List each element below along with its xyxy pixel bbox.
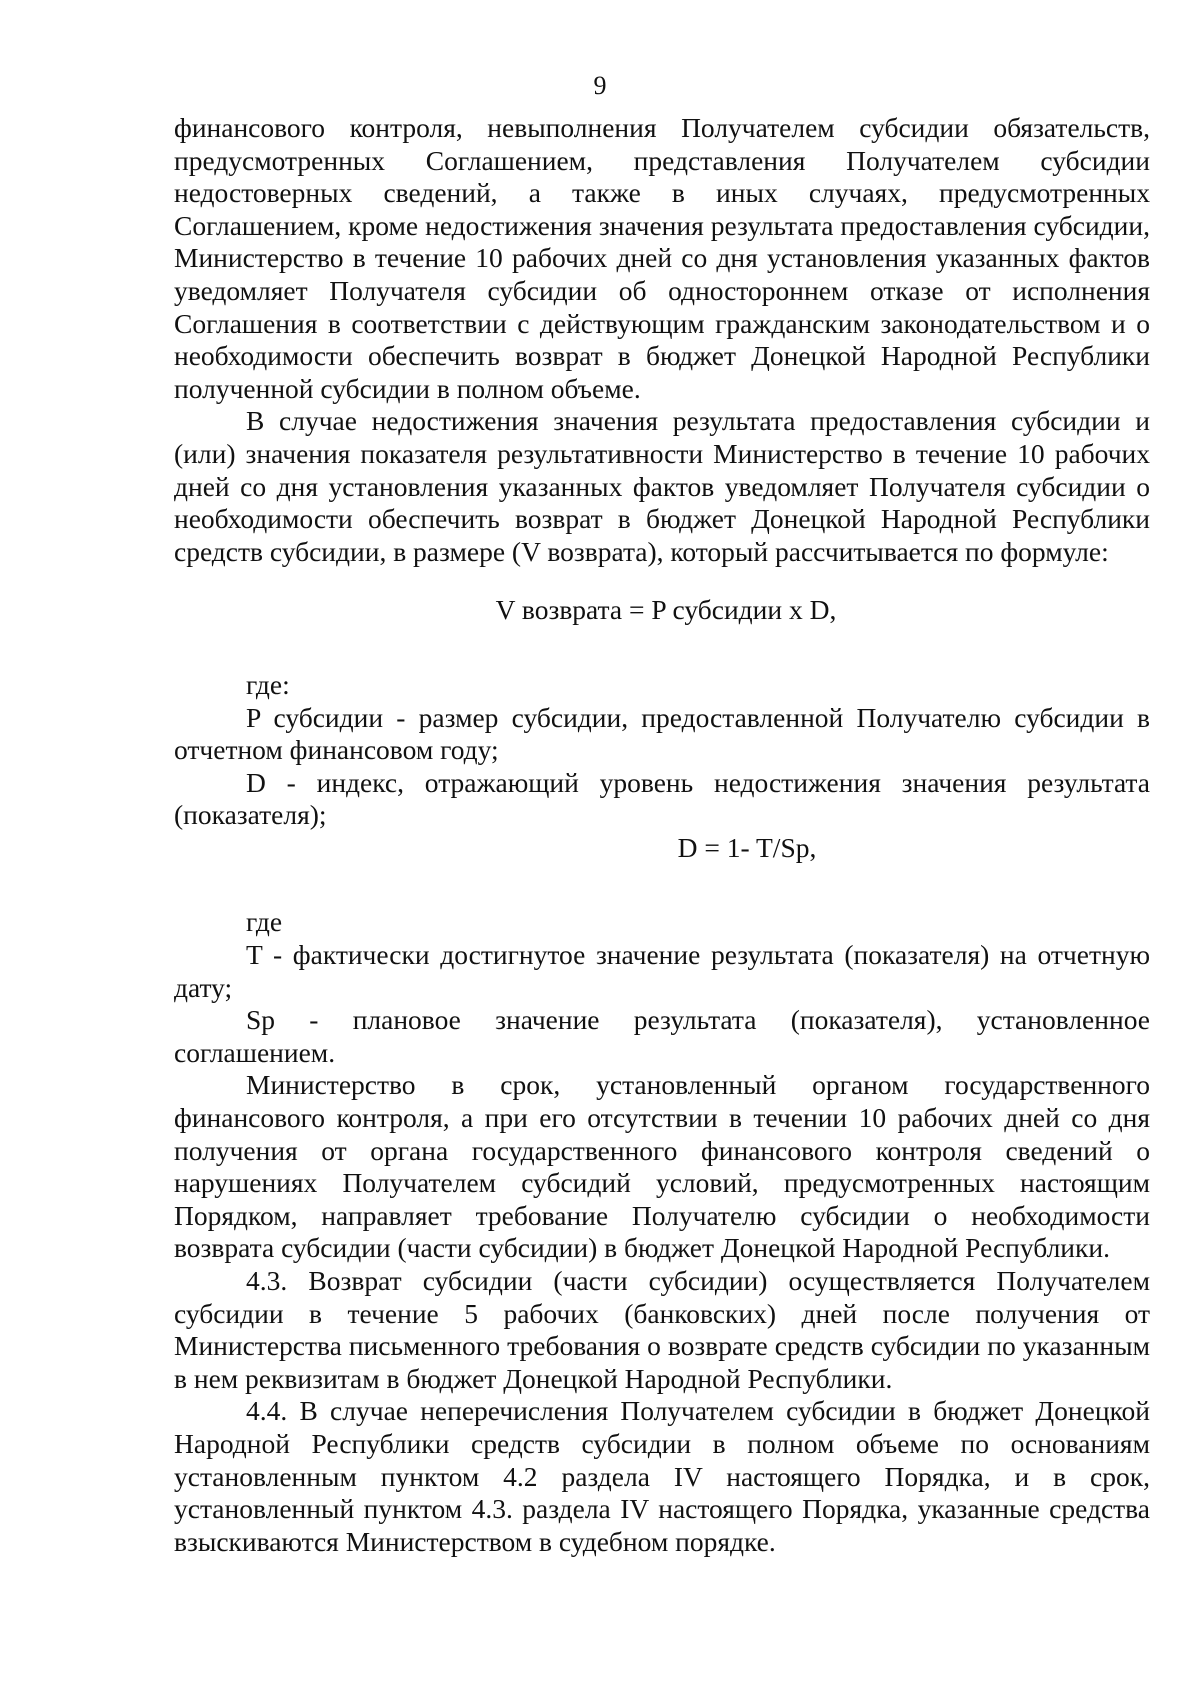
definition-t: T - фактически достигнутое значение результата (показателя) на отчетную дату; [174,939,1150,1003]
formula-refund: V возврата = P субсидии x D, [495,594,837,626]
where-label-2: где [246,906,283,938]
page-number: 9 [593,71,607,100]
paragraph-ministry-requirement: Министерство в срок, установленный органом государственного финансового контроля, а при его отсутствии в течении 10 рабочих дней со дня получения от органа государственного финансового контроля сведений о нарушениях Получателем субсидий условий, предусмотренных настоящим Порядком, направляет требование Получателю субсидии о необходимости возврата субсидии (части субсидии) в бюджет Донецкой Народной Республики. [174,1069,1150,1264]
formula-index: D = 1- T/Sp, [677,831,817,863]
definition-p-subsidy: P субсидии - размер субсидии, предоставленной Получателю субсидии в отчетном финансовом году; [174,701,1150,766]
paragraph-section-4-3: 4.3. Возврат субсидии (части субсидии) осуществляется Получателем субсидии в течение 5 рабочих (банковских) дней после получения от Министерства письменного требования о возврате средств субсидии по указанным в нем реквизитам в бюджет Донецкой Народной Республики. [174,1265,1150,1394]
document-body [174,112,1150,1558]
where-label-1: где: [246,668,290,700]
paragraph-continuation: финансового контроля, невыполнения Получателем субсидии обязательств, предусмотренных Соглашением, представления Получателем субсидии недостоверных сведений, а также в иных случаях, предусмотренных Соглашением, кроме недостижения значения результата предоставления субсидии, Министерство в течение 10 рабочих дней со дня установления указанных фактов уведомляет Получателя субсидии об одностороннем отказе от исполнения Соглашения в соответствии с действующим гражданским законодательством и о необходимости обеспечить возврат в бюджет Донецкой Народной Республики полученной субсидии в полном объеме. [174,112,1150,404]
paragraph-section-4-4: 4.4. В случае неперечисления Получателем субсидии в бюджет Донецкой Народной Республики средств субсидии в полном объеме по основаниям установленным пунктом 4.2 раздела IV настоящего Порядка, и в срок, установленный пунктом 4.3. раздела IV настоящего Порядка, указанные средства взыскиваются Министерством в судебном порядке. [174,1395,1150,1557]
definition-d-index: D - индекс, отражающий уровень недостижения значения результата (показателя); [174,766,1150,831]
paragraph-refund-calculation: В случае недостижения значения результата предоставления субсидии и (или) значения показателя результативности Министерство в течение 10 рабочих дней со дня установления указанных фактов уведомляет Получателя субсидии о необходимости обеспечить возврат в бюджет Донецкой Народной Республики средств субсидии, в размере (V возврата), который рассчитывается по формуле: [174,405,1150,567]
definition-sp: Sp - плановое значение результата (показателя), установленное соглашением. [174,1004,1150,1068]
